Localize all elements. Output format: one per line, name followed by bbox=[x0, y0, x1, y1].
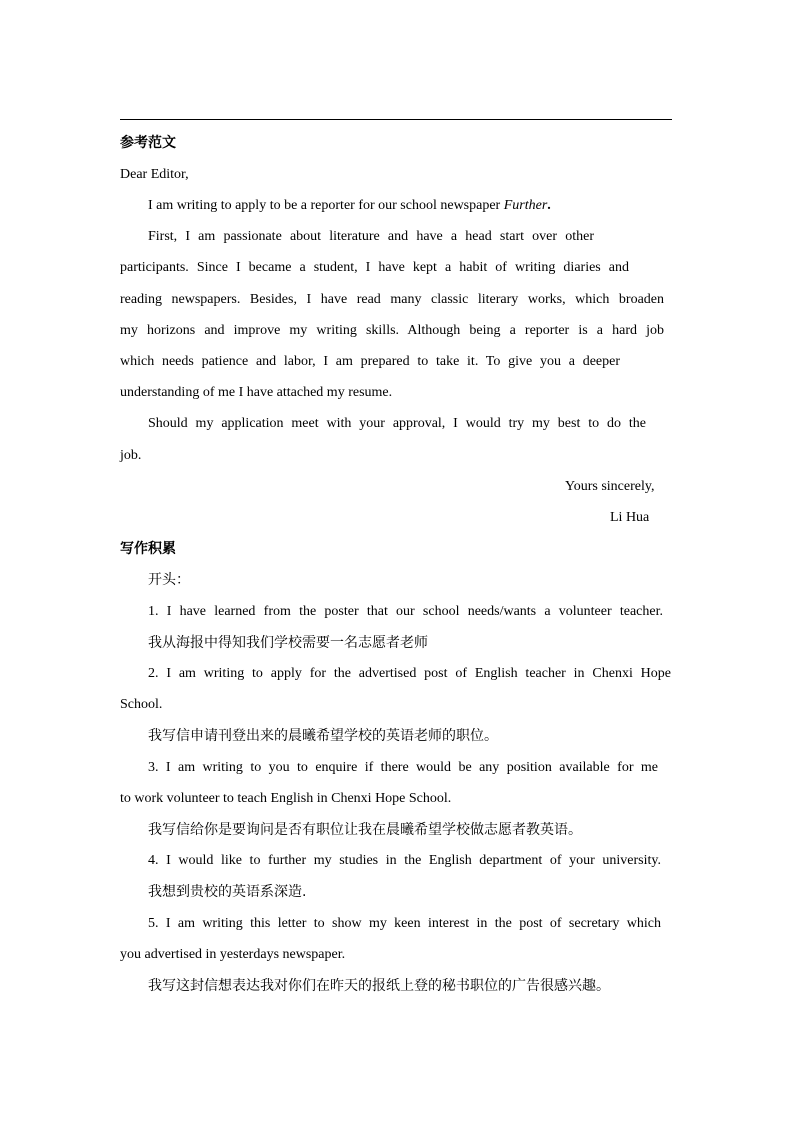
body-line-8: job. bbox=[120, 448, 142, 463]
example-5-en-cont: you advertised in yesterdays newspaper. bbox=[120, 947, 346, 962]
example-2-en-cont: School. bbox=[120, 697, 163, 712]
closing: Yours sincerely, bbox=[565, 479, 655, 494]
paragraph-1 bbox=[148, 197, 551, 215]
example-2-en: 2. I am writing to apply for the advertised post of English teacher in Chenxi Hope bbox=[148, 666, 671, 681]
opening-subheading: 开头： bbox=[148, 572, 190, 588]
paragraph-1-text: I am writing to apply to be a reporter for our school newspaper bbox=[148, 198, 504, 213]
body-line-6: understanding of me I have attached my resume. bbox=[120, 385, 393, 400]
example-3-en-cont: to work volunteer to teach English in Chenxi Hope School. bbox=[120, 791, 452, 806]
example-4-en: 4. I would like to further my studies in the English department of your university. bbox=[148, 853, 661, 868]
example-1-en: 1. I have learned from the poster that our school needs/wants a volunteer teacher. bbox=[148, 604, 663, 619]
example-4-cn: 我想到贵校的英语系深造. bbox=[148, 884, 307, 900]
body-line-7: Should my application meet with your approval, I would try my best to do the bbox=[148, 416, 646, 431]
example-5-en: 5. I am writing this letter to show my keen interest in the post of secretary which bbox=[148, 916, 661, 931]
example-3-en: 3. I am writing to you to enquire if there would be any position available for me bbox=[148, 760, 658, 775]
body-line-1: First, I am passionate about literature and have a head start over other bbox=[148, 229, 594, 244]
signature: Li Hua bbox=[610, 510, 650, 525]
body-line-2: participants. Since I became a student, I have kept a habit of writing diaries and bbox=[120, 260, 629, 275]
body-line-4: my horizons and improve my writing skills. Although being a reporter is a hard job bbox=[120, 323, 664, 338]
body-line-5: which needs patience and labor, I am prepared to take it. To give you a deeper bbox=[120, 354, 620, 369]
salutation: Dear Editor, bbox=[120, 167, 189, 182]
body-line-3: reading newspapers. Besides, I have read many classic literary works, which broaden bbox=[120, 292, 664, 307]
header-rule bbox=[120, 119, 672, 120]
example-5-cn: 我写这封信想表达我对你们在昨天的报纸上登的秘书职位的广告很感兴趣。 bbox=[148, 978, 610, 994]
example-2-cn: 我写信申请刊登出来的晨曦希望学校的英语老师的职位。 bbox=[148, 728, 498, 744]
example-3-cn: 我写信给你是要询问是否有职位让我在晨曦希望学校做志愿者教英语。 bbox=[148, 822, 582, 838]
sample-essay-heading: 参考范文 bbox=[120, 135, 176, 151]
newspaper-title: Further bbox=[503, 198, 548, 213]
paragraph-1-end: . bbox=[547, 198, 551, 213]
example-1-cn: 我从海报中得知我们学校需要一名志愿者老师 bbox=[148, 635, 428, 651]
writing-accumulation-heading: 写作积累 bbox=[120, 541, 176, 557]
